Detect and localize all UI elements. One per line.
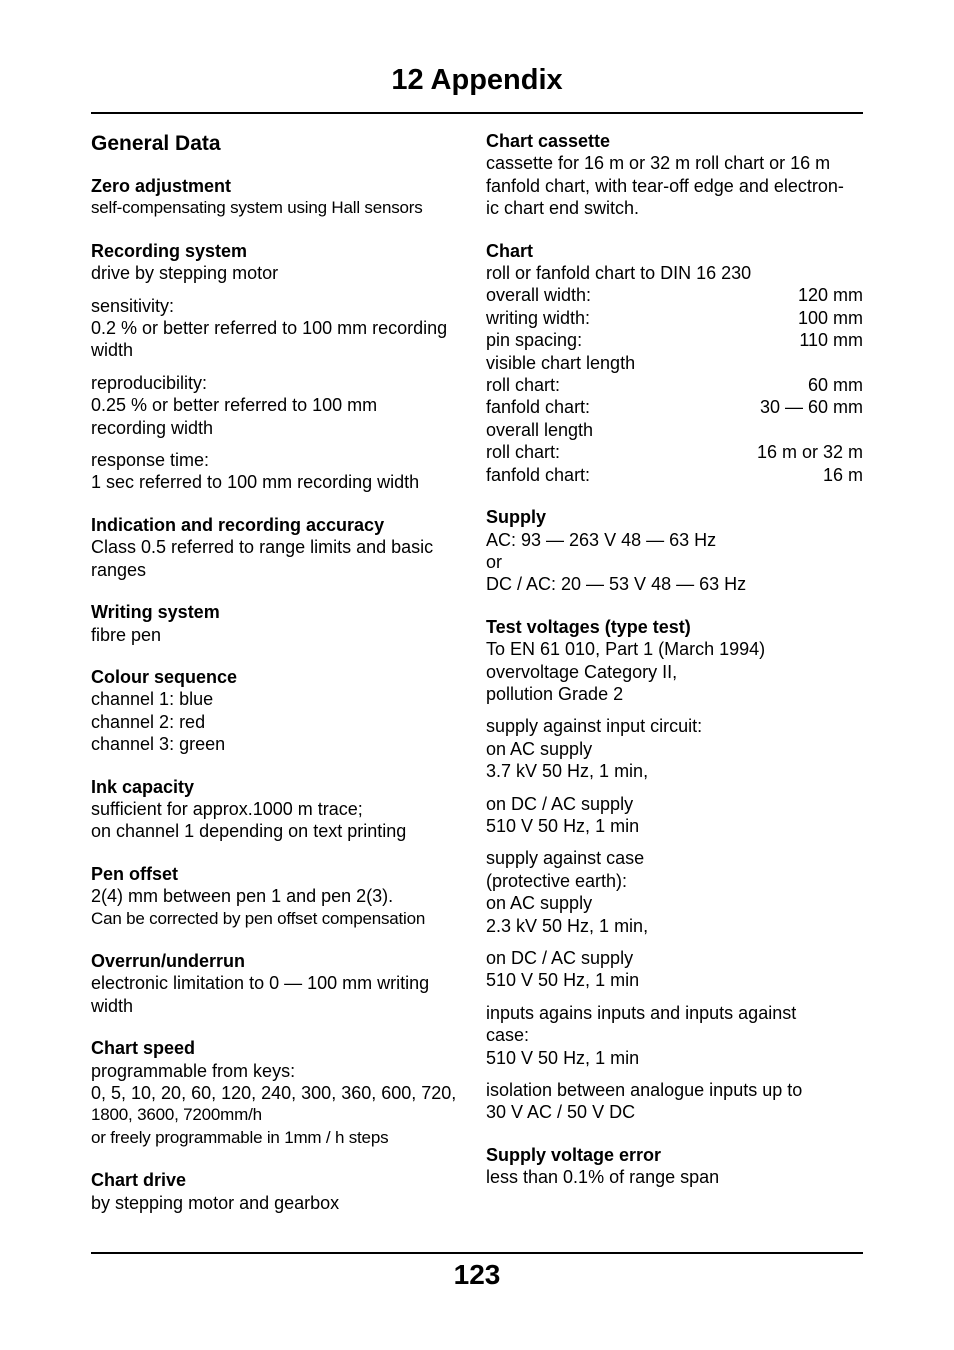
text-line: isolation between analogue inputs up to	[486, 1080, 803, 1101]
text-line: on channel 1 depending on text printing	[91, 821, 407, 842]
right-column	[486, 130, 863, 1209]
text-line: Class 0.5 referred to range limits and basic	[91, 537, 434, 558]
text-line: recording width	[91, 417, 214, 438]
text-line: supply against input circuit:	[486, 716, 703, 737]
page-title: 12 Appendix	[391, 64, 563, 96]
text-line: inputs agains inputs and inputs against	[486, 1002, 797, 1023]
test-paragraph	[486, 1079, 863, 1124]
text-line: 2(4) mm between pen 1 and pen 2(3).	[91, 886, 394, 907]
spec-value: 120 mm	[797, 285, 863, 306]
subheading-line: overall length	[486, 419, 594, 440]
spec-label: pin spacing:	[486, 330, 583, 351]
text-line: reproducibility:	[91, 372, 208, 393]
text-line: 0.25 % or better referred to 100 mm	[91, 395, 378, 416]
text-line: fanfold chart, with tear-off edge and electron-	[486, 175, 844, 196]
section-title: Indication and recording accuracy	[91, 514, 385, 535]
test-paragraph	[486, 715, 863, 782]
text-line: 510 V 50 Hz, 1 min	[486, 1047, 640, 1068]
section-title: Overrun/underrun	[91, 950, 246, 971]
text-line: on DC / AC supply	[486, 793, 634, 814]
writing-system-section	[91, 601, 469, 646]
test-paragraph	[486, 1002, 863, 1069]
text-line: or	[486, 551, 503, 572]
page-number: 123	[453, 1259, 501, 1290]
section-title: Chart drive	[91, 1170, 187, 1191]
spec-row	[486, 441, 863, 463]
text-line: supply against case	[486, 848, 645, 869]
footer-rule	[91, 1252, 863, 1254]
chart-drive-section	[91, 1169, 469, 1214]
spec-label: roll chart:	[486, 375, 561, 396]
text-line: width	[91, 340, 134, 361]
section-text: less than 0.1% of range span	[486, 1167, 720, 1188]
colour-sequence-section	[91, 666, 469, 756]
text-line: ic chart end switch.	[486, 198, 640, 219]
spec-row	[486, 396, 863, 418]
spec-row	[486, 284, 863, 306]
text-line: or freely programmable in 1mm / h steps	[91, 1127, 389, 1147]
response-time-paragraph	[91, 449, 469, 494]
text-line: channel 1: blue	[91, 689, 214, 710]
section-title: Chart	[486, 240, 534, 261]
section-title: Supply voltage error	[486, 1144, 662, 1165]
section-text: roll or fanfold chart to DIN 16 230	[486, 263, 752, 284]
spec-row	[486, 307, 863, 329]
text-line: 0, 5, 10, 20, 60, 120, 240, 300, 360, 600, 720,	[91, 1083, 457, 1103]
text-line: on AC supply	[486, 738, 593, 759]
general-data-heading: General Data	[91, 132, 221, 155]
text-line: sufficient for approx.1000 m trace;	[91, 798, 363, 819]
section-text: fibre pen	[91, 624, 162, 645]
header-rule	[91, 112, 863, 114]
text-line: To EN 61 010, Part 1 (March 1994)	[486, 639, 766, 660]
text-line: 1 sec referred to 100 mm recording width	[91, 472, 420, 493]
spec-label: fanfold chart:	[486, 464, 591, 485]
spec-value: 110 mm	[799, 330, 863, 351]
accuracy-section	[91, 514, 469, 581]
left-column	[91, 130, 469, 1234]
chart-speed-section	[91, 1037, 469, 1149]
text-line: pollution Grade 2	[486, 683, 624, 704]
text-line: 30 V AC / 50 V DC	[486, 1102, 636, 1123]
zero-adjustment-section	[91, 175, 469, 220]
pen-offset-section	[91, 863, 469, 930]
section-text: drive by stepping motor	[91, 263, 279, 284]
spec-label: writing width:	[486, 307, 591, 328]
spec-row	[486, 329, 863, 351]
spec-value: 100 mm	[797, 307, 863, 328]
section-title: Chart cassette	[486, 131, 611, 151]
text-line: (protective earth):	[486, 870, 628, 891]
test-paragraph	[486, 947, 863, 992]
text-line: 1800, 3600, 7200mm/h	[91, 1105, 262, 1125]
text-line: 0.2 % or better referred to 100 mm recording	[91, 318, 448, 339]
section-title: Pen offset	[91, 863, 179, 884]
section-title: Zero adjustment	[91, 176, 232, 196]
chart-section	[486, 240, 863, 486]
test-paragraph	[486, 847, 863, 937]
text-line: sensitivity:	[91, 295, 175, 316]
supply-section	[486, 506, 863, 596]
section-title: Supply	[486, 507, 547, 528]
section-text: by stepping motor and gearbox	[91, 1192, 340, 1213]
section-text: self-compensating system using Hall sensors	[91, 198, 423, 218]
spec-row	[486, 464, 863, 486]
chart-cassette-section	[486, 130, 863, 220]
text-line: on AC supply	[486, 893, 593, 914]
section-title: Test voltages (type test)	[486, 616, 691, 637]
text-line: programmable from keys:	[91, 1060, 296, 1081]
spec-value: 16 m or 32 m	[756, 442, 863, 463]
section-title: Writing system	[91, 602, 220, 623]
section-title: Chart speed	[91, 1038, 196, 1059]
spec-row	[486, 374, 863, 396]
text-line: 3.7 kV 50 Hz, 1 min,	[486, 761, 649, 782]
spec-value: 30 — 60 mm	[759, 397, 863, 418]
ink-capacity-section	[91, 776, 469, 843]
text-line: AC: 93 — 263 V 48 — 63 Hz	[486, 529, 717, 550]
section-title: Recording system	[91, 240, 248, 261]
text-line: ranges	[91, 559, 147, 580]
reproducibility-paragraph	[91, 372, 469, 439]
spec-label: overall width:	[486, 285, 592, 306]
text-line: case:	[486, 1025, 530, 1046]
section-title: Ink capacity	[91, 776, 195, 797]
text-line: Can be corrected by pen offset compensation	[91, 908, 426, 928]
text-line: cassette for 16 m or 32 m roll chart or 16 m	[486, 153, 831, 174]
text-line: width	[91, 995, 134, 1016]
text-line: channel 2: red	[91, 711, 206, 732]
text-line: 510 V 50 Hz, 1 min	[486, 970, 640, 991]
supply-voltage-error-section	[486, 1144, 863, 1189]
recording-system-section	[91, 240, 469, 494]
text-line: response time:	[91, 450, 210, 471]
sensitivity-paragraph	[91, 295, 469, 362]
test-voltages-section	[486, 616, 863, 1124]
text-line: electronic limitation to 0 — 100 mm writing	[91, 973, 430, 994]
subheading-line: visible chart length	[486, 352, 636, 373]
text-line: on DC / AC supply	[486, 948, 634, 968]
overrun-section	[91, 950, 469, 1017]
test-paragraph	[486, 793, 863, 838]
text-line: overvoltage Category II,	[486, 661, 678, 682]
spec-label: fanfold chart:	[486, 397, 591, 418]
text-line: 510 V 50 Hz, 1 min	[486, 815, 640, 836]
text-line: channel 3: green	[91, 734, 226, 755]
section-title: Colour sequence	[91, 666, 238, 687]
text-line: DC / AC: 20 — 53 V 48 — 63 Hz	[486, 574, 747, 595]
text-line: 2.3 kV 50 Hz, 1 min,	[486, 915, 649, 936]
spec-value: 60 mm	[807, 375, 863, 396]
spec-label: roll chart:	[486, 442, 561, 463]
spec-value: 16 m	[822, 464, 863, 485]
